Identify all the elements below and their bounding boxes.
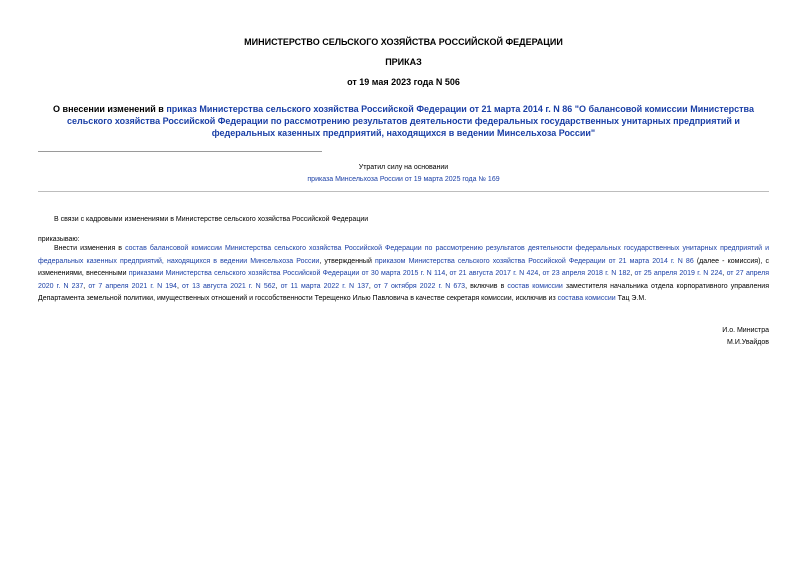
signatory-position: И.о. Министра: [722, 327, 769, 334]
document-type: ПРИКАЗ: [385, 57, 422, 67]
text-segment: (далее - комиссия), с изменениями, внесенными: [38, 257, 769, 277]
commission-composition-link-2[interactable]: состав комиссии: [507, 282, 563, 290]
text-segment: , включив в: [465, 282, 508, 290]
order-182-link[interactable]: от 23 апреля 2018 г. N 182: [542, 270, 631, 277]
ministry-heading: МИНИСТЕРСТВО СЕЛЬСКОГО ХОЗЯЙСТВА РОССИЙСКОЙ ФЕДЕРАЦИИ: [244, 37, 563, 47]
title-prefix: О внесении изменений в: [53, 104, 167, 114]
commission-composition-link-3[interactable]: состава комиссии: [557, 295, 616, 302]
document-title: [50, 103, 757, 139]
order-562-link[interactable]: от 13 августа 2021 г. N 562: [182, 282, 276, 290]
order-673-link[interactable]: от 7 октября 2022 г. N 673: [373, 282, 466, 290]
text-segment: ,: [368, 282, 374, 290]
document-date-number: от 19 мая 2023 года N 506: [347, 77, 460, 87]
order-word: приказываю:: [38, 236, 80, 243]
repeal-notice: Утратил силу на основании: [358, 164, 449, 171]
text-segment: ,: [83, 282, 89, 290]
order-86-link[interactable]: приказом Министерства сельского хозяйства Российской Федерации от 21 марта 2014 г. N 86: [375, 257, 694, 265]
order-224-link[interactable]: от 25 апреля 2019 г. N 224: [634, 270, 723, 277]
signatory-name: М.И.Увайдов: [727, 339, 769, 346]
repeal-notice-link-line: [200, 176, 607, 183]
text-segment: Тац Э.М.: [615, 295, 647, 302]
text-segment: ,: [176, 282, 183, 290]
repeal-order-link[interactable]: приказа Минсельхоза России от 19 марта 2025 года № 169: [307, 176, 500, 183]
text-segment: , утвержденный: [319, 257, 375, 265]
order-424-link[interactable]: от 21 августа 2017 г. N 424: [449, 270, 539, 277]
order-237-link[interactable]: от 27 апреля 2020 г. N 237: [38, 270, 770, 290]
main-paragraph: [38, 243, 769, 306]
commission-composition-link[interactable]: состав балансовой комиссии Министерства сельского хозяйства Российской Федерации по рассмотрению результатов деятельности федеральных государственных унитарных предприятий и федеральных казенных предприятий, находящихся в ведении Минсельхоза России: [38, 245, 769, 265]
text-segment: ,: [445, 270, 450, 277]
divider-long: [38, 191, 769, 192]
title-order-link[interactable]: приказ Министерства сельского хозяйства Российской Федерации от 21 марта 2014 г. N 86 "О балансовой комиссии Министерства сельского хозяйства Российской Федерации по рассмотрению результатов деятельности федеральных государственных унитарных предприятий и федеральных казенных предприятий, находящихся в ведении Минсельхоза России": [67, 104, 754, 138]
order-114-link[interactable]: приказами Министерства сельского хозяйства Российской Федерации от 30 марта 2015 г. N 114: [128, 270, 446, 277]
text-segment: ,: [630, 270, 635, 277]
text-segment: заместителя начальника отдела корпоративного управления Департамента земельной политики, имущественных отношений и госсобственности Терещенко Илью Павловича в качестве секретаря комиссии, исключив из: [38, 282, 769, 302]
order-137-link[interactable]: от 11 марта 2022 г. N 137: [280, 282, 369, 290]
divider-short: [38, 151, 322, 152]
text-segment: ,: [275, 282, 281, 290]
text-segment: ,: [538, 270, 543, 277]
text-segment: ,: [722, 270, 727, 277]
text-segment: Внести изменения в: [54, 245, 126, 252]
order-194-link[interactable]: от 7 апреля 2021 г. N 194: [88, 282, 177, 290]
intro-paragraph: В связи с кадровыми изменениями в Министерстве сельского хозяйства Российской Федерации: [54, 216, 369, 223]
